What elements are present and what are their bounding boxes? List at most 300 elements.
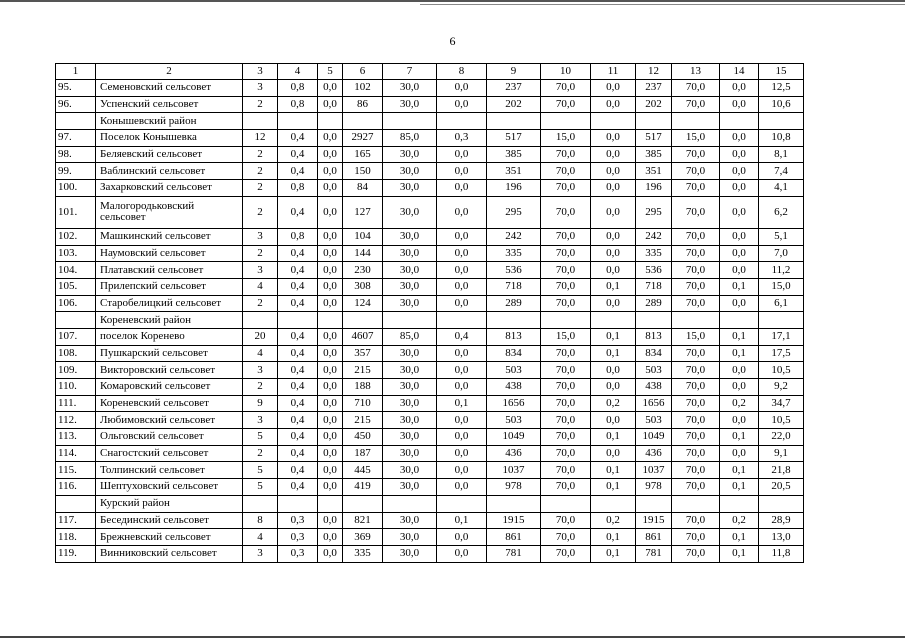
settlement-name-cell: Старобелицкий сельсовет [96, 295, 243, 312]
value-cell: 0,0 [720, 412, 759, 429]
value-cell: 70,0 [541, 479, 591, 496]
settlement-name-cell: Ваблинский сельсовет [96, 163, 243, 180]
value-cell: 30,0 [383, 96, 437, 113]
district-name: Кореневский район [96, 312, 243, 329]
value-cell: 0,0 [720, 379, 759, 396]
value-cell: 1656 [636, 395, 672, 412]
value-cell: 0,0 [437, 228, 487, 245]
value-cell: 5 [243, 479, 278, 496]
empty-cell [720, 113, 759, 130]
row-number-cell: 100. [56, 180, 96, 197]
value-cell: 30,0 [383, 295, 437, 312]
value-cell: 0,1 [720, 545, 759, 562]
value-cell: 813 [636, 328, 672, 345]
value-cell: 335 [487, 245, 541, 262]
value-cell: 70,0 [672, 529, 720, 546]
value-cell: 0,0 [437, 245, 487, 262]
empty-cell [720, 312, 759, 329]
value-cell: 70,0 [672, 345, 720, 362]
table-row [56, 345, 804, 362]
table-row [56, 379, 804, 396]
value-cell: 0,4 [278, 345, 318, 362]
table-row [56, 262, 804, 279]
data-table [55, 63, 804, 563]
value-cell: 70,0 [541, 295, 591, 312]
value-cell: 0,0 [318, 479, 343, 496]
value-cell: 0,4 [437, 328, 487, 345]
value-cell: 0,1 [720, 278, 759, 295]
value-cell: 70,0 [672, 146, 720, 163]
value-cell: 70,0 [672, 228, 720, 245]
empty-cell [437, 495, 487, 512]
value-cell: 0,4 [278, 146, 318, 163]
value-cell: 0,0 [437, 196, 487, 228]
value-cell: 450 [343, 429, 383, 446]
value-cell: 85,0 [383, 328, 437, 345]
empty-cell [487, 312, 541, 329]
table-row [56, 512, 804, 529]
value-cell: 70,0 [672, 412, 720, 429]
value-cell: 84 [343, 180, 383, 197]
value-cell: 0,0 [437, 462, 487, 479]
value-cell: 0,4 [278, 379, 318, 396]
value-cell: 0,1 [591, 479, 636, 496]
value-cell: 4,1 [759, 180, 804, 197]
row-number-cell: 98. [56, 146, 96, 163]
row-number-cell: 117. [56, 512, 96, 529]
value-cell: 0,1 [591, 429, 636, 446]
value-cell: 0,0 [437, 345, 487, 362]
value-cell: 13,0 [759, 529, 804, 546]
value-cell: 0,0 [318, 379, 343, 396]
value-cell: 70,0 [541, 245, 591, 262]
value-cell: 0,0 [318, 80, 343, 97]
value-cell: 17,1 [759, 328, 804, 345]
empty-cell [759, 495, 804, 512]
value-cell: 15,0 [541, 130, 591, 147]
value-cell: 1915 [636, 512, 672, 529]
value-cell: 242 [487, 228, 541, 245]
empty-cell [437, 113, 487, 130]
scan-border-bottom [0, 636, 905, 638]
value-cell: 104 [343, 228, 383, 245]
value-cell: 0,1 [720, 479, 759, 496]
value-cell: 70,0 [541, 395, 591, 412]
value-cell: 0,0 [437, 429, 487, 446]
value-cell: 289 [487, 295, 541, 312]
value-cell: 70,0 [672, 196, 720, 228]
value-cell: 2927 [343, 130, 383, 147]
value-cell: 0,0 [318, 445, 343, 462]
value-cell: 503 [636, 362, 672, 379]
value-cell: 10,6 [759, 96, 804, 113]
column-number-header: 3 [243, 64, 278, 80]
value-cell: 0,0 [591, 96, 636, 113]
empty-cell [591, 495, 636, 512]
settlement-name-cell: Беляевский сельсовет [96, 146, 243, 163]
value-cell: 1049 [487, 429, 541, 446]
table-row [56, 130, 804, 147]
value-cell: 70,0 [672, 379, 720, 396]
value-cell: 0,0 [318, 412, 343, 429]
value-cell: 202 [487, 96, 541, 113]
empty-cell [343, 312, 383, 329]
row-number-cell: 104. [56, 262, 96, 279]
value-cell: 70,0 [541, 529, 591, 546]
value-cell: 0,0 [591, 228, 636, 245]
row-number-cell: 118. [56, 529, 96, 546]
table-header-row [56, 64, 804, 80]
row-number-cell: 96. [56, 96, 96, 113]
value-cell: 3 [243, 80, 278, 97]
value-cell: 127 [343, 196, 383, 228]
value-cell: 17,5 [759, 345, 804, 362]
value-cell: 0,4 [278, 429, 318, 446]
value-cell: 861 [636, 529, 672, 546]
value-cell: 22,0 [759, 429, 804, 446]
value-cell: 0,0 [318, 96, 343, 113]
table-row [56, 80, 804, 97]
value-cell: 5 [243, 462, 278, 479]
value-cell: 15,0 [672, 328, 720, 345]
value-cell: 0,4 [278, 445, 318, 462]
value-cell: 102 [343, 80, 383, 97]
value-cell: 0,0 [318, 362, 343, 379]
value-cell: 9 [243, 395, 278, 412]
value-cell: 0,0 [318, 328, 343, 345]
value-cell: 0,0 [720, 130, 759, 147]
table-row [56, 529, 804, 546]
value-cell: 0,0 [318, 262, 343, 279]
value-cell: 150 [343, 163, 383, 180]
value-cell: 70,0 [541, 545, 591, 562]
column-number-header: 12 [636, 64, 672, 80]
settlement-name-cell: Шептуховский сельсовет [96, 479, 243, 496]
value-cell: 0,0 [437, 278, 487, 295]
settlement-name-cell: Платавский сельсовет [96, 262, 243, 279]
settlement-name-cell: Пушкарский сельсовет [96, 345, 243, 362]
value-cell: 0,0 [720, 180, 759, 197]
value-cell: 124 [343, 295, 383, 312]
value-cell: 6,1 [759, 295, 804, 312]
value-cell: 70,0 [541, 96, 591, 113]
value-cell: 0,0 [591, 379, 636, 396]
value-cell: 2 [243, 146, 278, 163]
empty-cell [56, 495, 96, 512]
value-cell: 30,0 [383, 395, 437, 412]
table-row [56, 545, 804, 562]
table-row [56, 196, 804, 228]
value-cell: 12 [243, 130, 278, 147]
value-cell: 70,0 [541, 345, 591, 362]
value-cell: 165 [343, 146, 383, 163]
value-cell: 419 [343, 479, 383, 496]
row-number-cell: 119. [56, 545, 96, 562]
value-cell: 70,0 [541, 412, 591, 429]
row-number-cell: 113. [56, 429, 96, 446]
value-cell: 30,0 [383, 529, 437, 546]
value-cell: 30,0 [383, 545, 437, 562]
value-cell: 70,0 [672, 80, 720, 97]
value-cell: 3 [243, 362, 278, 379]
value-cell: 30,0 [383, 379, 437, 396]
row-number-cell: 115. [56, 462, 96, 479]
value-cell: 0,0 [318, 146, 343, 163]
value-cell: 0,3 [278, 545, 318, 562]
value-cell: 0,8 [278, 180, 318, 197]
settlement-name-cell: Прилепский сельсовет [96, 278, 243, 295]
value-cell: 517 [636, 130, 672, 147]
value-cell: 0,0 [437, 146, 487, 163]
value-cell: 30,0 [383, 412, 437, 429]
value-cell: 0,1 [720, 345, 759, 362]
value-cell: 0,0 [591, 262, 636, 279]
value-cell: 0,0 [720, 96, 759, 113]
value-cell: 0,1 [437, 395, 487, 412]
value-cell: 0,0 [318, 429, 343, 446]
value-cell: 834 [487, 345, 541, 362]
value-cell: 0,0 [318, 395, 343, 412]
value-cell: 30,0 [383, 146, 437, 163]
settlement-name-cell: Захарковский сельсовет [96, 180, 243, 197]
empty-cell [720, 495, 759, 512]
value-cell: 30,0 [383, 80, 437, 97]
value-cell: 70,0 [672, 163, 720, 180]
value-cell: 30,0 [383, 479, 437, 496]
value-cell: 0,0 [591, 245, 636, 262]
settlement-name-cell: Семеновский сельсовет [96, 80, 243, 97]
column-number-header: 2 [96, 64, 243, 80]
value-cell: 0,4 [278, 130, 318, 147]
value-cell: 821 [343, 512, 383, 529]
settlement-name-cell: поселок Коренево [96, 328, 243, 345]
value-cell: 978 [636, 479, 672, 496]
row-number-cell: 107. [56, 328, 96, 345]
value-cell: 30,0 [383, 245, 437, 262]
value-cell: 30,0 [383, 196, 437, 228]
value-cell: 438 [636, 379, 672, 396]
settlement-name-cell: Кореневский сельсовет [96, 395, 243, 412]
value-cell: 28,9 [759, 512, 804, 529]
value-cell: 0,4 [278, 163, 318, 180]
value-cell: 0,0 [318, 196, 343, 228]
value-cell: 335 [343, 545, 383, 562]
value-cell: 0,1 [591, 462, 636, 479]
settlement-name-cell: Любимовский сельсовет [96, 412, 243, 429]
value-cell: 2 [243, 295, 278, 312]
value-cell: 70,0 [672, 462, 720, 479]
row-number-cell: 110. [56, 379, 96, 396]
value-cell: 0,1 [437, 512, 487, 529]
value-cell: 0,4 [278, 462, 318, 479]
value-cell: 85,0 [383, 130, 437, 147]
value-cell: 70,0 [541, 462, 591, 479]
value-cell: 369 [343, 529, 383, 546]
row-number-cell: 102. [56, 228, 96, 245]
value-cell: 3 [243, 262, 278, 279]
column-number-header: 14 [720, 64, 759, 80]
settlement-name-cell: Машкинский сельсовет [96, 228, 243, 245]
value-cell: 0,0 [437, 529, 487, 546]
value-cell: 0,4 [278, 278, 318, 295]
scan-border-top-inner [420, 4, 905, 5]
row-number-cell: 95. [56, 80, 96, 97]
table-row [56, 445, 804, 462]
value-cell: 2 [243, 96, 278, 113]
value-cell: 0,0 [720, 163, 759, 180]
empty-cell [636, 495, 672, 512]
value-cell: 357 [343, 345, 383, 362]
value-cell: 4 [243, 345, 278, 362]
value-cell: 0,0 [318, 512, 343, 529]
value-cell: 385 [487, 146, 541, 163]
column-number-header: 15 [759, 64, 804, 80]
value-cell: 188 [343, 379, 383, 396]
settlement-name-cell: Винниковский сельсовет [96, 545, 243, 562]
value-cell: 0,0 [720, 196, 759, 228]
value-cell: 34,7 [759, 395, 804, 412]
value-cell: 0,0 [591, 196, 636, 228]
empty-cell [759, 113, 804, 130]
value-cell: 0,4 [278, 395, 318, 412]
value-cell: 1037 [636, 462, 672, 479]
value-cell: 0,1 [720, 429, 759, 446]
value-cell: 0,4 [278, 262, 318, 279]
value-cell: 0,1 [720, 328, 759, 345]
value-cell: 0,0 [720, 146, 759, 163]
value-cell: 2 [243, 196, 278, 228]
table-row [56, 362, 804, 379]
value-cell: 5,1 [759, 228, 804, 245]
value-cell: 7,0 [759, 245, 804, 262]
value-cell: 70,0 [541, 379, 591, 396]
value-cell: 2 [243, 379, 278, 396]
value-cell: 781 [636, 545, 672, 562]
empty-cell [278, 312, 318, 329]
row-number-cell: 97. [56, 130, 96, 147]
value-cell: 70,0 [672, 295, 720, 312]
column-number-header: 9 [487, 64, 541, 80]
value-cell: 237 [487, 80, 541, 97]
value-cell: 0,0 [720, 445, 759, 462]
value-cell: 351 [487, 163, 541, 180]
value-cell: 0,4 [278, 362, 318, 379]
value-cell: 0,1 [720, 462, 759, 479]
value-cell: 187 [343, 445, 383, 462]
column-number-header: 6 [343, 64, 383, 80]
value-cell: 0,0 [437, 80, 487, 97]
value-cell: 0,0 [720, 295, 759, 312]
value-cell: 70,0 [541, 512, 591, 529]
table-row [56, 412, 804, 429]
value-cell: 978 [487, 479, 541, 496]
value-cell: 12,5 [759, 80, 804, 97]
value-cell: 0,0 [318, 295, 343, 312]
settlement-name-cell: Ольговский сельсовет [96, 429, 243, 446]
value-cell: 1037 [487, 462, 541, 479]
scan-border-top [0, 0, 905, 2]
value-cell: 70,0 [541, 362, 591, 379]
settlement-name-cell: Викторовский сельсовет [96, 362, 243, 379]
value-cell: 0,0 [318, 130, 343, 147]
district-name: Курский район [96, 495, 243, 512]
settlement-name-cell: Бесединский сельсовет [96, 512, 243, 529]
value-cell: 385 [636, 146, 672, 163]
empty-cell [487, 113, 541, 130]
value-cell: 70,0 [541, 180, 591, 197]
value-cell: 0,4 [278, 479, 318, 496]
value-cell: 0,0 [437, 96, 487, 113]
value-cell: 30,0 [383, 262, 437, 279]
value-cell: 3 [243, 545, 278, 562]
column-number-header: 11 [591, 64, 636, 80]
value-cell: 0,2 [591, 512, 636, 529]
value-cell: 0,2 [591, 395, 636, 412]
empty-cell [383, 113, 437, 130]
value-cell: 70,0 [672, 245, 720, 262]
value-cell: 718 [487, 278, 541, 295]
value-cell: 861 [487, 529, 541, 546]
value-cell: 70,0 [672, 362, 720, 379]
value-cell: 215 [343, 412, 383, 429]
value-cell: 70,0 [541, 262, 591, 279]
empty-cell [437, 312, 487, 329]
value-cell: 196 [487, 180, 541, 197]
empty-cell [383, 312, 437, 329]
value-cell: 0,0 [591, 130, 636, 147]
value-cell: 70,0 [672, 262, 720, 279]
value-cell: 10,5 [759, 412, 804, 429]
value-cell: 0,2 [720, 395, 759, 412]
value-cell: 0,4 [278, 245, 318, 262]
empty-cell [487, 495, 541, 512]
value-cell: 86 [343, 96, 383, 113]
settlement-name-cell: Малогородьковский сельсовет [96, 196, 243, 228]
empty-cell [541, 495, 591, 512]
value-cell: 0,0 [591, 146, 636, 163]
value-cell: 2 [243, 163, 278, 180]
value-cell: 30,0 [383, 163, 437, 180]
table-row [56, 96, 804, 113]
empty-cell [343, 113, 383, 130]
page-number: 6 [449, 34, 456, 48]
value-cell: 0,4 [278, 196, 318, 228]
value-cell: 503 [487, 362, 541, 379]
row-number-cell: 101. [56, 196, 96, 228]
value-cell: 0,8 [278, 80, 318, 97]
value-cell: 70,0 [541, 80, 591, 97]
table-row [56, 462, 804, 479]
empty-cell [759, 312, 804, 329]
table-row [56, 278, 804, 295]
value-cell: 30,0 [383, 180, 437, 197]
value-cell: 70,0 [541, 429, 591, 446]
value-cell: 1915 [487, 512, 541, 529]
empty-cell [56, 113, 96, 130]
value-cell: 1049 [636, 429, 672, 446]
value-cell: 2 [243, 445, 278, 462]
empty-cell [591, 312, 636, 329]
table-row [56, 479, 804, 496]
value-cell: 0,0 [318, 228, 343, 245]
value-cell: 3 [243, 412, 278, 429]
value-cell: 0,0 [591, 445, 636, 462]
settlement-name-cell: Брежневский сельсовет [96, 529, 243, 546]
value-cell: 436 [487, 445, 541, 462]
value-cell: 295 [487, 196, 541, 228]
value-cell: 0,0 [437, 445, 487, 462]
table-row [56, 328, 804, 345]
